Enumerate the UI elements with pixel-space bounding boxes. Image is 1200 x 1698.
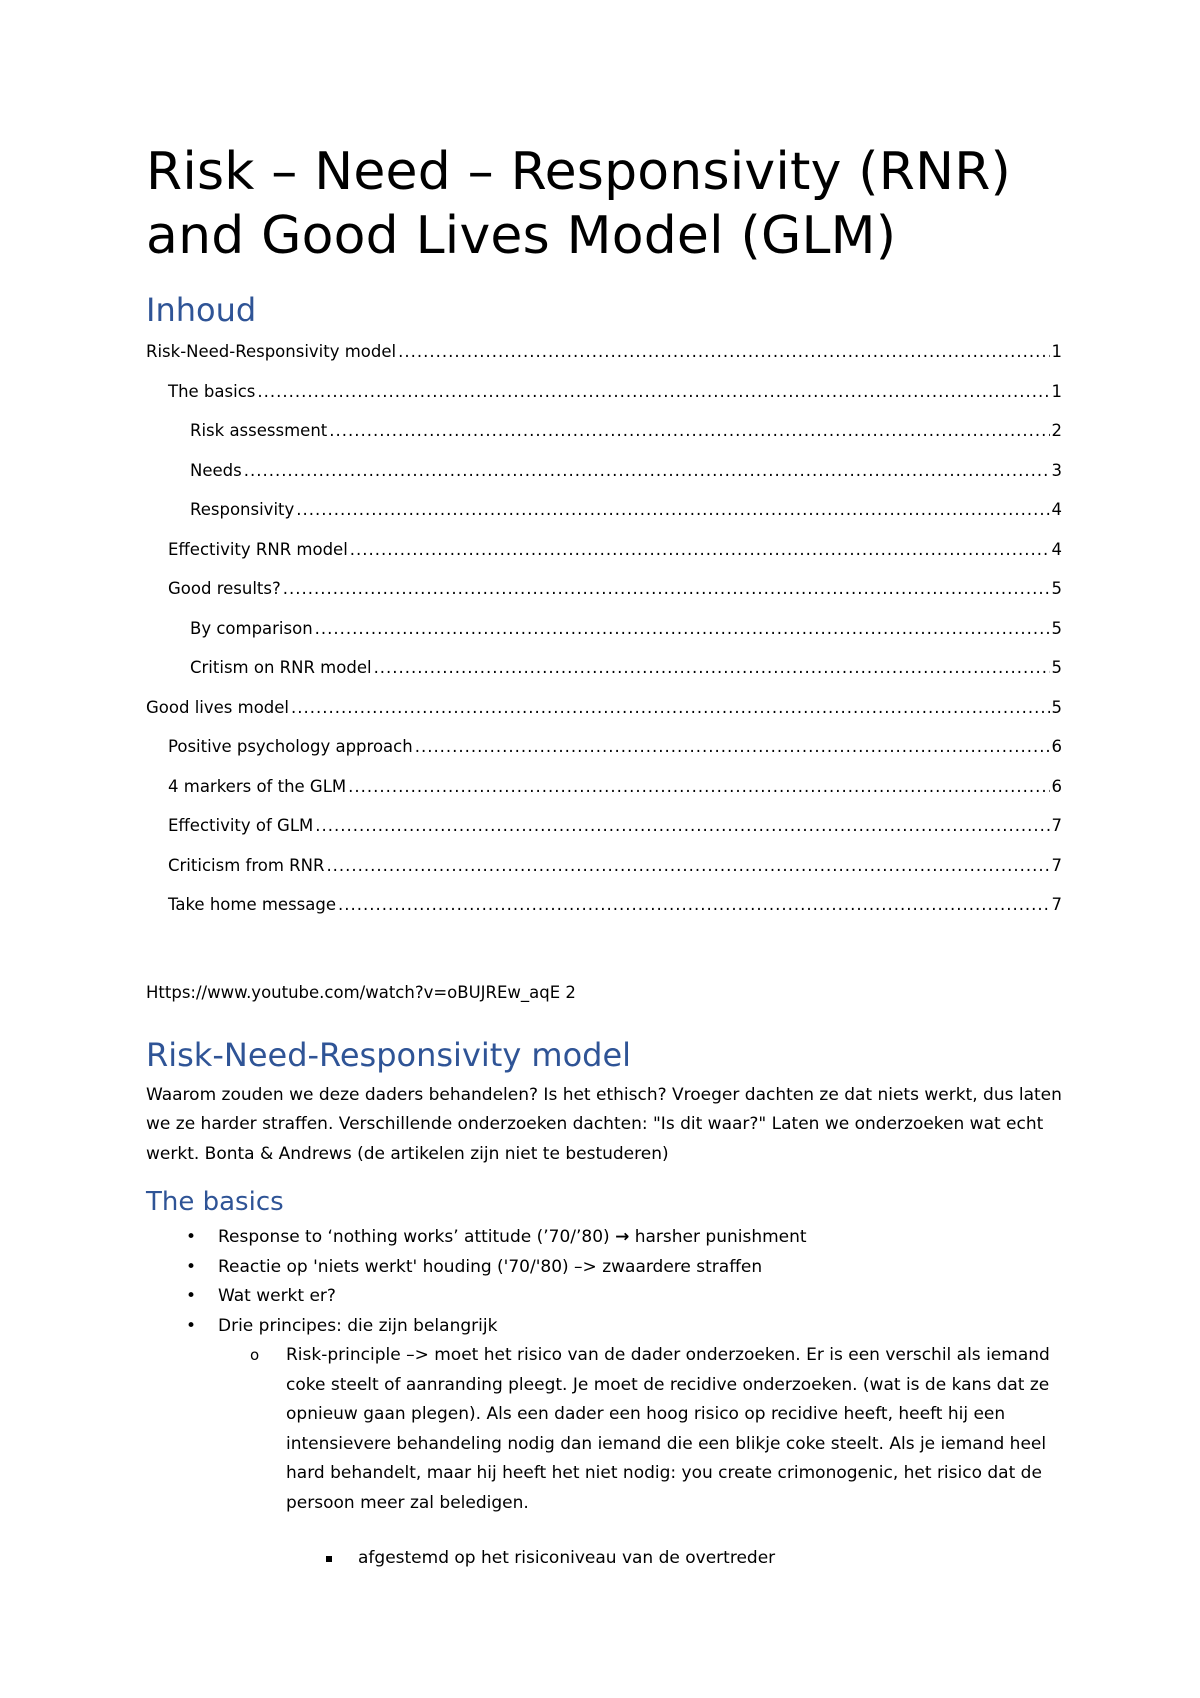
- toc-entry-page: 1: [1051, 342, 1062, 361]
- toc-entry-page: 5: [1051, 658, 1062, 677]
- toc-entry-page: 3: [1051, 460, 1062, 480]
- toc-entry[interactable]: [146, 569, 1062, 609]
- toc-leader: [257, 372, 1049, 412]
- section-heading-rnr: Risk-Need-Responsivity model: [146, 1035, 632, 1074]
- toc-entry-label: Effectivity RNR model: [168, 539, 348, 559]
- toc-leader: [329, 411, 1049, 451]
- toc-entry[interactable]: [146, 885, 1062, 925]
- bullet-icon: •: [186, 1315, 197, 1336]
- toc-entry-label: Criticism from RNR: [168, 855, 325, 875]
- toc-entry[interactable]: [146, 332, 1062, 372]
- toc-leader: [398, 332, 1049, 372]
- bullet-text: Reactie op 'niets werkt' houding ('70/'80) –> zwaardere straffen: [218, 1256, 763, 1277]
- toc-entry-page: 6: [1051, 737, 1062, 756]
- toc-entry[interactable]: [146, 411, 1062, 451]
- toc-entry-page: 5: [1051, 579, 1062, 598]
- toc-leader: [315, 806, 1049, 846]
- bullet-text: harsher punishment: [629, 1227, 807, 1247]
- toc-entry-page: 1: [1051, 381, 1062, 401]
- list-item: [286, 1544, 1062, 1574]
- toc-entry[interactable]: [146, 372, 1062, 412]
- toc-entry[interactable]: [146, 767, 1062, 807]
- toc-entry-label: Good lives model: [146, 697, 289, 717]
- toc-entry-page: 7: [1051, 895, 1062, 914]
- toc-entry-page: 7: [1051, 855, 1062, 875]
- bullet-icon: •: [186, 1227, 197, 1247]
- list-item: [146, 1223, 1062, 1253]
- sub-sub-bullet-text: afgestemd op het risiconiveau van de overtreder: [358, 1548, 776, 1568]
- toc-entry[interactable]: [146, 530, 1062, 570]
- toc-entry-page: 4: [1051, 539, 1062, 559]
- circle-bullet-icon: o: [250, 1346, 260, 1364]
- list-item: [146, 1253, 1062, 1283]
- document-page: [146, 140, 1062, 1574]
- toc-entry-page: 5: [1051, 697, 1062, 717]
- bullet-icon: •: [186, 1256, 197, 1277]
- list-item: [214, 1341, 1062, 1574]
- basics-bullet-list: [146, 1223, 1062, 1574]
- toc-entry[interactable]: [146, 688, 1062, 728]
- toc-entry-label: Risk-Need-Responsivity model: [146, 342, 397, 361]
- toc-entry[interactable]: [146, 490, 1062, 530]
- toc-entry-label: Risk assessment: [190, 421, 328, 440]
- toc-entry[interactable]: [146, 727, 1062, 767]
- arrow-right-icon: →: [615, 1227, 630, 1247]
- sub-bullet-text: Risk-principle –> moet het risico van de dader onderzoeken. Er is een verschil als iemand coke steelt of aanranding pleegt. Je moet de recidive onderzoeken. (wat is de kans dat ze opnieuw gaan plegen). Als een dader een hoog risico op recidive heeft, heeft hij een intensievere behandeling nodig dan iemand die een blikje coke steelt. Als je iemand heel hard behandelt, maar hij heeft het niet nodig: you create crimonogenic, het risico dat de persoon meer zal beledigen.: [286, 1345, 1050, 1513]
- toc-leader: [283, 569, 1050, 609]
- toc-leader: [374, 648, 1050, 688]
- toc-entry-page: 6: [1051, 776, 1062, 796]
- toc-entry-label: Critism on RNR model: [190, 658, 372, 677]
- toc-entry[interactable]: [146, 609, 1062, 649]
- toc-entry-label: Take home message: [168, 895, 336, 914]
- toc-entry-page: 4: [1051, 500, 1062, 519]
- toc-leader: [291, 688, 1050, 728]
- bullet-text: Wat werkt er?: [218, 1286, 336, 1306]
- toc-entry-label: Positive psychology approach: [168, 737, 413, 756]
- list-item: [146, 1282, 1062, 1312]
- document-title: [146, 140, 1062, 268]
- toc-entry-label: By comparison: [190, 618, 313, 638]
- section-heading-basics: The basics: [146, 1187, 284, 1217]
- title-line-2: and Good Lives Model (GLM): [146, 206, 897, 266]
- bullet-text: Drie principes: die zijn belangrijk: [218, 1315, 498, 1336]
- toc-entry[interactable]: [146, 846, 1062, 886]
- toc-entry[interactable]: [146, 648, 1062, 688]
- toc-entry-label: Responsivity: [190, 500, 295, 519]
- toc-entry-page: 5: [1051, 618, 1062, 638]
- table-of-contents: [146, 332, 1062, 925]
- toc-entry-page: 2: [1051, 421, 1062, 440]
- toc-leader: [338, 885, 1050, 925]
- sub-bullet-list: [218, 1341, 1062, 1574]
- toc-entry-page: 7: [1051, 816, 1062, 835]
- list-item: [146, 1312, 1062, 1574]
- sub-sub-bullet-list: [286, 1544, 1062, 1574]
- toc-leader: [315, 609, 1050, 649]
- intro-paragraph: Waarom zouden we deze daders behandelen? Is het ethisch? Vroeger dachten ze dat niets werkt, dus laten we ze harder straffen. Verschillende onderzoeken dachten: "Is dit waar?" Laten we onderzoeken wat echt werkt. Bonta & Andrews (de artikelen zijn niet te bestuderen): [146, 1084, 1062, 1164]
- title-line-1: Risk – Need – Responsivity (RNR): [146, 142, 1012, 202]
- square-bullet-icon: [326, 1556, 332, 1562]
- youtube-link[interactable]: Https://www.youtube.com/watch?v=oBUJREw_aqE 2: [146, 982, 576, 1002]
- toc-heading: Inhoud: [146, 291, 257, 329]
- toc-leader: [350, 530, 1050, 570]
- toc-entry[interactable]: [146, 806, 1062, 846]
- toc-leader: [244, 451, 1050, 491]
- toc-leader: [296, 490, 1049, 530]
- toc-entry-label: 4 markers of the GLM: [168, 776, 347, 796]
- bullet-icon: •: [186, 1286, 197, 1306]
- toc-leader: [415, 727, 1050, 767]
- toc-leader: [348, 767, 1049, 807]
- toc-entry-label: Good results?: [168, 579, 281, 598]
- toc-leader: [326, 846, 1049, 886]
- toc-entry-label: Effectivity of GLM: [168, 816, 314, 835]
- bullet-text: Response to ‘nothing works’ attitude (’70/’80): [218, 1227, 616, 1247]
- toc-entry-label: Needs: [190, 460, 242, 480]
- toc-entry-label: The basics: [168, 381, 256, 401]
- toc-entry[interactable]: [146, 451, 1062, 491]
